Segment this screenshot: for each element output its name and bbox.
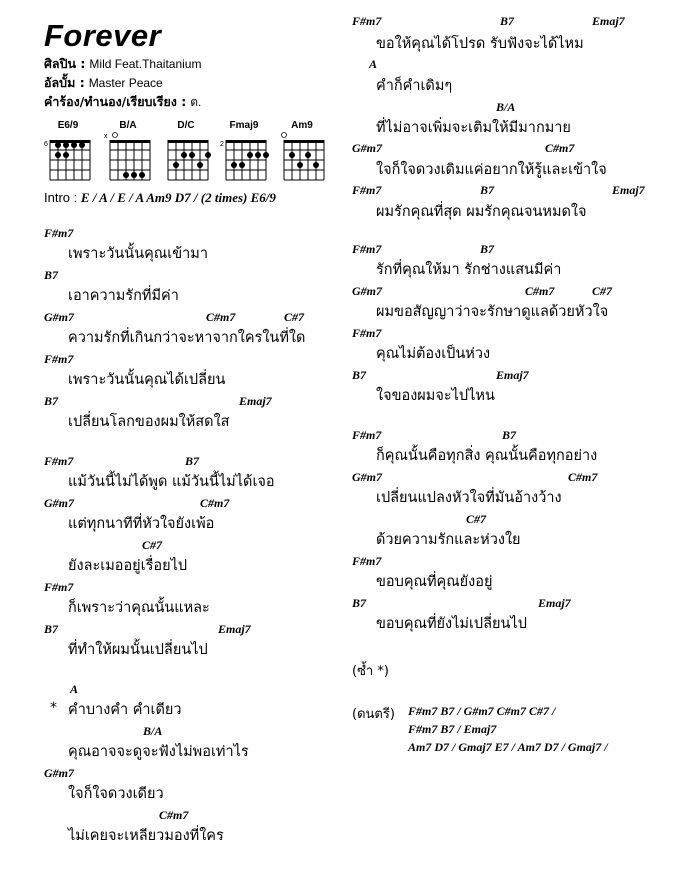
intro-line: [44, 190, 276, 206]
chord-label: G#m7: [352, 141, 382, 155]
credits-value: ต.: [190, 95, 202, 109]
chord-label: G#m7: [44, 766, 74, 780]
svg-text:x: x: [104, 133, 108, 140]
lyric-line: ขอบคุณที่คุณยังอยู่: [376, 574, 493, 590]
chord-label: Emaj7: [592, 14, 625, 28]
chord-label: C#m7: [568, 470, 598, 484]
chord-label: G#m7: [44, 310, 74, 324]
chord-name: D/C: [177, 120, 195, 131]
lyric-line: เปลี่ยนแปลงหัวใจที่มันอ้างว้าง: [376, 490, 562, 506]
chord-name: B/A: [119, 120, 137, 131]
lyric-line: เปลี่ยนโลกของผมให้สดใส: [68, 414, 230, 430]
chord-diagram-dc: [162, 120, 210, 182]
chord-label: F#m7: [352, 428, 382, 442]
chord-label: C#7: [284, 310, 305, 324]
lyric-line: ขอให้คุณได้โปรด รับฟังจะได้ไหม: [376, 36, 584, 52]
chord-grid-am9: [278, 130, 330, 182]
chord-grid-e69: [44, 130, 96, 182]
lyric-line: ใจก็ใจดวงเดียว: [68, 786, 164, 802]
chord-label: C#7: [142, 538, 163, 552]
album-value: Master Peace: [88, 76, 163, 90]
chord-label: C#m7: [545, 141, 575, 155]
repeat-instruction: (ซ้ำ *): [352, 664, 389, 679]
intro-chords: E / A / E / A Am9 D7 / (2 times) E6/9: [80, 190, 276, 205]
chord-label: F#m7: [352, 242, 382, 256]
chord-diagram-e69: [44, 120, 92, 182]
lyric-line: คำบางคำ คำเดียว: [68, 702, 182, 718]
chord-label: B/A: [496, 100, 516, 114]
artist-line: [44, 56, 201, 72]
chord-label: C#m7: [525, 284, 555, 298]
chord-label: F#m7: [44, 580, 74, 594]
chord-label: Emaj7: [218, 622, 251, 636]
lyric-line: แต่ทุกนาทีที่หัวใจยังเพ้อ: [68, 516, 215, 532]
lyric-line: ด้วยความรักและห่วงใย: [376, 532, 521, 548]
chord-label: B7: [480, 183, 495, 197]
chord-label: B7: [352, 596, 367, 610]
chord-label: B7: [44, 268, 59, 282]
chord-diagram-ba: [104, 120, 152, 182]
lyric-line: เอาความรักที่มีค่า: [68, 288, 179, 304]
lyric-line: ที่ไม่อาจเพิ่มจะเติมให้มีมากมาย: [376, 120, 571, 136]
chord-label: F#m7: [352, 326, 382, 340]
chord-label: Emaj7: [496, 368, 529, 382]
repeat-mark: *: [50, 700, 57, 716]
chord-name: E6/9: [57, 120, 79, 131]
lyric-line: ยังละเมออยู่เรื่อยไป: [68, 558, 188, 574]
chord-label: G#m7: [44, 496, 74, 510]
chord-label: Emaj7: [612, 183, 645, 197]
chord-label: B7: [480, 242, 495, 256]
chord-name: Am9: [291, 120, 313, 131]
lyric-line: คุณอาจจะดูจะฟังไม่พอเท่าไร: [68, 744, 249, 760]
lyric-line: ขอบคุณที่ยังไม่เปลี่ยนไป: [376, 616, 527, 632]
lyric-line: เพราะวันนั้นคุณเข้ามา: [68, 246, 208, 262]
chord-label: C#m7: [200, 496, 230, 510]
chord-grid-fmaj9: [220, 130, 272, 182]
artist-value: Mild Feat.Thaitanium: [89, 57, 202, 71]
lyric-line: แม้วันนี้ไม่ได้พูด แม้วันนี้ไม่ได้เจอ: [68, 474, 275, 490]
chord-label: C#7: [466, 512, 487, 526]
song-title: Forever: [44, 18, 162, 53]
music-chords-line: F#m7 B7 / Emaj7: [408, 722, 497, 736]
chord-grid-ba: [104, 130, 156, 182]
chord-label: F#m7: [352, 14, 382, 28]
chord-name: Fmaj9: [229, 120, 259, 131]
chord-diagrams: [44, 120, 344, 182]
lyric-line: ใจของผมจะไปไหน: [376, 388, 495, 404]
lyric-line: รักที่คุณให้มา รักช่างแสนมีค่า: [376, 262, 562, 278]
lyric-line: ที่ทำให้ผมนั้นเปลี่ยนไป: [68, 642, 208, 658]
music-chords-line: Am7 D7 / Gmaj7 E7 / Am7 D7 / Gmaj7 /: [408, 740, 608, 754]
lyric-line: ใจก็ใจดวงเดิมแค่อยากให้รู้และเข้าใจ: [376, 162, 607, 178]
chord-label: B/A: [143, 724, 163, 738]
artist-label: ศิลปิน :: [44, 56, 86, 71]
chord-label: F#m7: [44, 352, 74, 366]
chord-label: B7: [44, 394, 59, 408]
chord-label: B7: [502, 428, 517, 442]
svg-text:6: 6: [44, 141, 48, 148]
intro-label: Intro :: [44, 190, 78, 205]
chord-label: B7: [185, 454, 200, 468]
chord-label: Emaj7: [538, 596, 571, 610]
credits-label: คำร้อง/ทำนอง/เรียบเรียง :: [44, 94, 187, 109]
music-label: (ดนตรี): [352, 707, 395, 722]
chord-label: F#m7: [44, 226, 74, 240]
lyric-line: เพราะวันนั้นคุณได้เปลี่ยน: [68, 372, 226, 388]
lyric-line: ก็เพราะว่าคุณนั้นแหละ: [68, 600, 210, 616]
lyric-line: ผมรักคุณที่สุด ผมรักคุณจนหมดใจ: [376, 204, 587, 220]
chord-label: F#m7: [44, 454, 74, 468]
chord-label: G#m7: [352, 284, 382, 298]
chord-label: B7: [500, 14, 515, 28]
lyric-line: คำก็คำเดิมๆ: [376, 78, 453, 94]
chord-label: C#7: [592, 284, 613, 298]
credits-line: [44, 94, 201, 110]
chord-label: C#m7: [159, 808, 189, 822]
chord-diagram-am9: [278, 120, 326, 182]
svg-text:2: 2: [220, 141, 224, 148]
chord-label: Emaj7: [239, 394, 272, 408]
chord-label: F#m7: [352, 554, 382, 568]
chord-label: A: [369, 57, 378, 71]
album-label: อัลบั้ม :: [44, 75, 85, 90]
lyric-line: คุณไม่ต้องเป็นห่วง: [376, 346, 491, 362]
album-line: [44, 75, 163, 91]
chord-label: B7: [352, 368, 367, 382]
lyric-line: ก็คุณนั้นคือทุกสิ่ง คุณนั้นคือทุกอย่าง: [376, 448, 598, 464]
chord-label: C#m7: [206, 310, 236, 324]
music-chords-line: F#m7 B7 / G#m7 C#m7 C#7 /: [408, 704, 556, 718]
lyric-line: ไม่เคยจะเหลียวมองที่ใคร: [68, 828, 224, 844]
lyric-line: ผมขอสัญญาว่าจะรักษาดูแลด้วยหัวใจ: [376, 304, 609, 320]
chord-label: F#m7: [352, 183, 382, 197]
chord-grid-dc: [162, 130, 214, 182]
chord-label: B7: [44, 622, 59, 636]
chord-diagram-fmaj9: [220, 120, 268, 182]
lyric-line: ความรักที่เกินกว่าจะหาจากใครในที่ใด: [68, 330, 306, 346]
chord-label: G#m7: [352, 470, 382, 484]
chord-label: A: [70, 682, 79, 696]
